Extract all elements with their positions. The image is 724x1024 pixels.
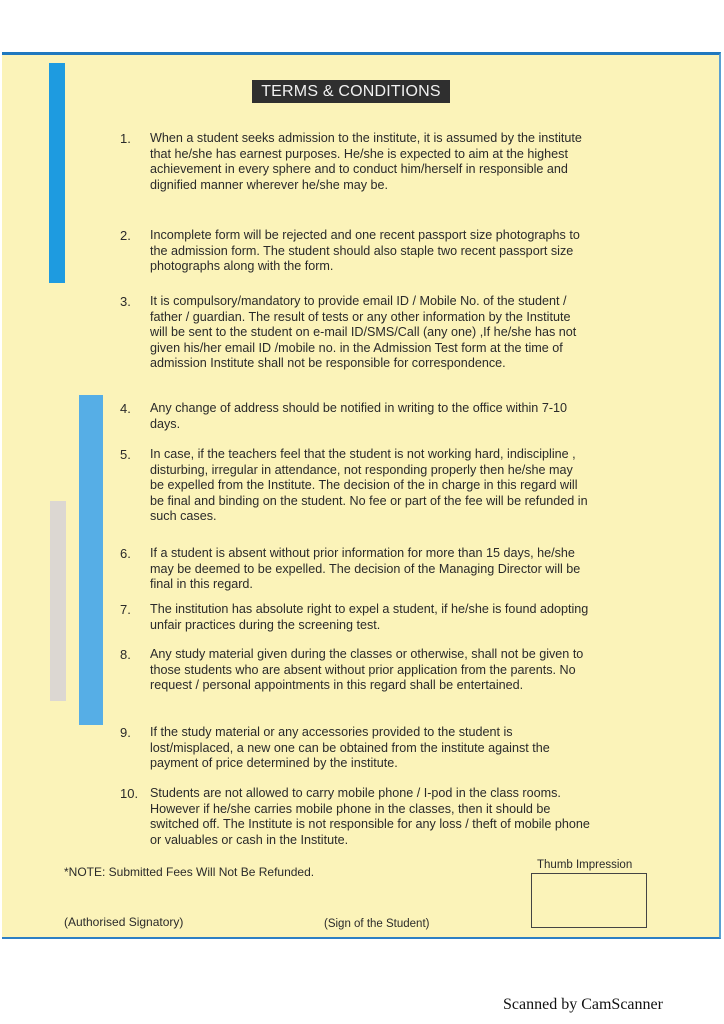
grey-margin-bar: [50, 501, 66, 701]
term-text: If a student is absent without prior information for more than 15 days, he/she may be deemed to be expelled. The decision of the Managing Director will be final in this regard.: [150, 546, 581, 591]
authorised-signatory-label: (Authorised Signatory): [64, 915, 184, 929]
term-number: 10.: [120, 786, 139, 801]
term-item-7: [120, 602, 590, 633]
term-item-3: [120, 294, 590, 372]
term-number: 9.: [120, 725, 131, 740]
scanner-watermark: Scanned by CamScanner: [503, 996, 663, 1013]
term-text: It is compulsory/mandatory to provide email ID / Mobile No. of the student / father / guardian. The result of tests or any other information by the Institute will be sent to the student on e-mail ID/SMS/Call (any one) ,If he/she has not given his/her email ID /mobile no. in the Admission Test form at the time of admission Institute shall not be responsible for correspondence.: [150, 294, 577, 370]
blue-margin-bar-middle: [79, 395, 103, 725]
term-item-4: [120, 401, 590, 432]
thumb-impression-box: [531, 873, 647, 928]
term-text: Any study material given during the classes or otherwise, shall not be given to those students who are absent without prior application from the parents. No request / personal appointments in this regard shall be entertained.: [150, 647, 584, 692]
term-item-2: [120, 228, 590, 275]
term-text: The institution has absolute right to expel a student, if he/she is found adopting unfair practices during the screening test.: [150, 602, 589, 632]
term-number: 4.: [120, 401, 131, 416]
refund-note: *NOTE: Submitted Fees Will Not Be Refunded.: [64, 865, 315, 879]
term-item-1: [120, 131, 590, 193]
term-number: 5.: [120, 447, 131, 462]
term-text: In case, if the teachers feel that the student is not working hard, indiscipline , disturbing, irregular in attendance, not responding properly then he/she may be expelled from the Institute. The decision of the in charge in this regard will be final and binding on the student. No fee or part of the fee will be refunded in such cases.: [150, 447, 588, 523]
term-text: Any change of address should be notified in writing to the office within 7-10 days.: [150, 401, 568, 431]
term-number: 1.: [120, 131, 131, 146]
term-number: 6.: [120, 546, 131, 561]
page-title: TERMS & CONDITIONS: [252, 80, 450, 103]
term-item-5: [120, 447, 590, 525]
term-number: 7.: [120, 602, 131, 617]
term-number: 8.: [120, 647, 131, 662]
document-sheet: [2, 52, 721, 939]
term-text: Students are not allowed to carry mobile phone / I-pod in the class rooms. However if he/she carries mobile phone in the classes, then it should be switched off. The Institute is not responsible for any loss / theft of mobile phone or valuables or cash in the Institute.: [150, 786, 590, 847]
blue-margin-bar-top: [49, 63, 65, 283]
thumb-impression-label: Thumb Impression: [537, 859, 633, 871]
term-number: 3.: [120, 294, 131, 309]
term-text: When a student seeks admission to the institute, it is assumed by the institute that he/she has earnest purposes. He/she is expected to aim at the highest achievement in every sphere and to conduct him/herself in responsible and dignified manner wherever he/she may be.: [150, 131, 582, 192]
term-number: 2.: [120, 228, 131, 243]
term-text: Incomplete form will be rejected and one recent passport size photographs to the admission form. The student should also staple two recent passport size photographs along with the form.: [150, 228, 580, 273]
term-item-6: [120, 546, 590, 593]
term-text: If the study material or any accessories provided to the student is lost/misplaced, a new one can be obtained from the institute against the payment of price determined by the institute.: [150, 725, 550, 770]
student-signature-label: (Sign of the Student): [324, 918, 430, 930]
term-item-10: [120, 786, 590, 848]
term-item-8: [120, 647, 590, 694]
term-item-9: [120, 725, 590, 772]
